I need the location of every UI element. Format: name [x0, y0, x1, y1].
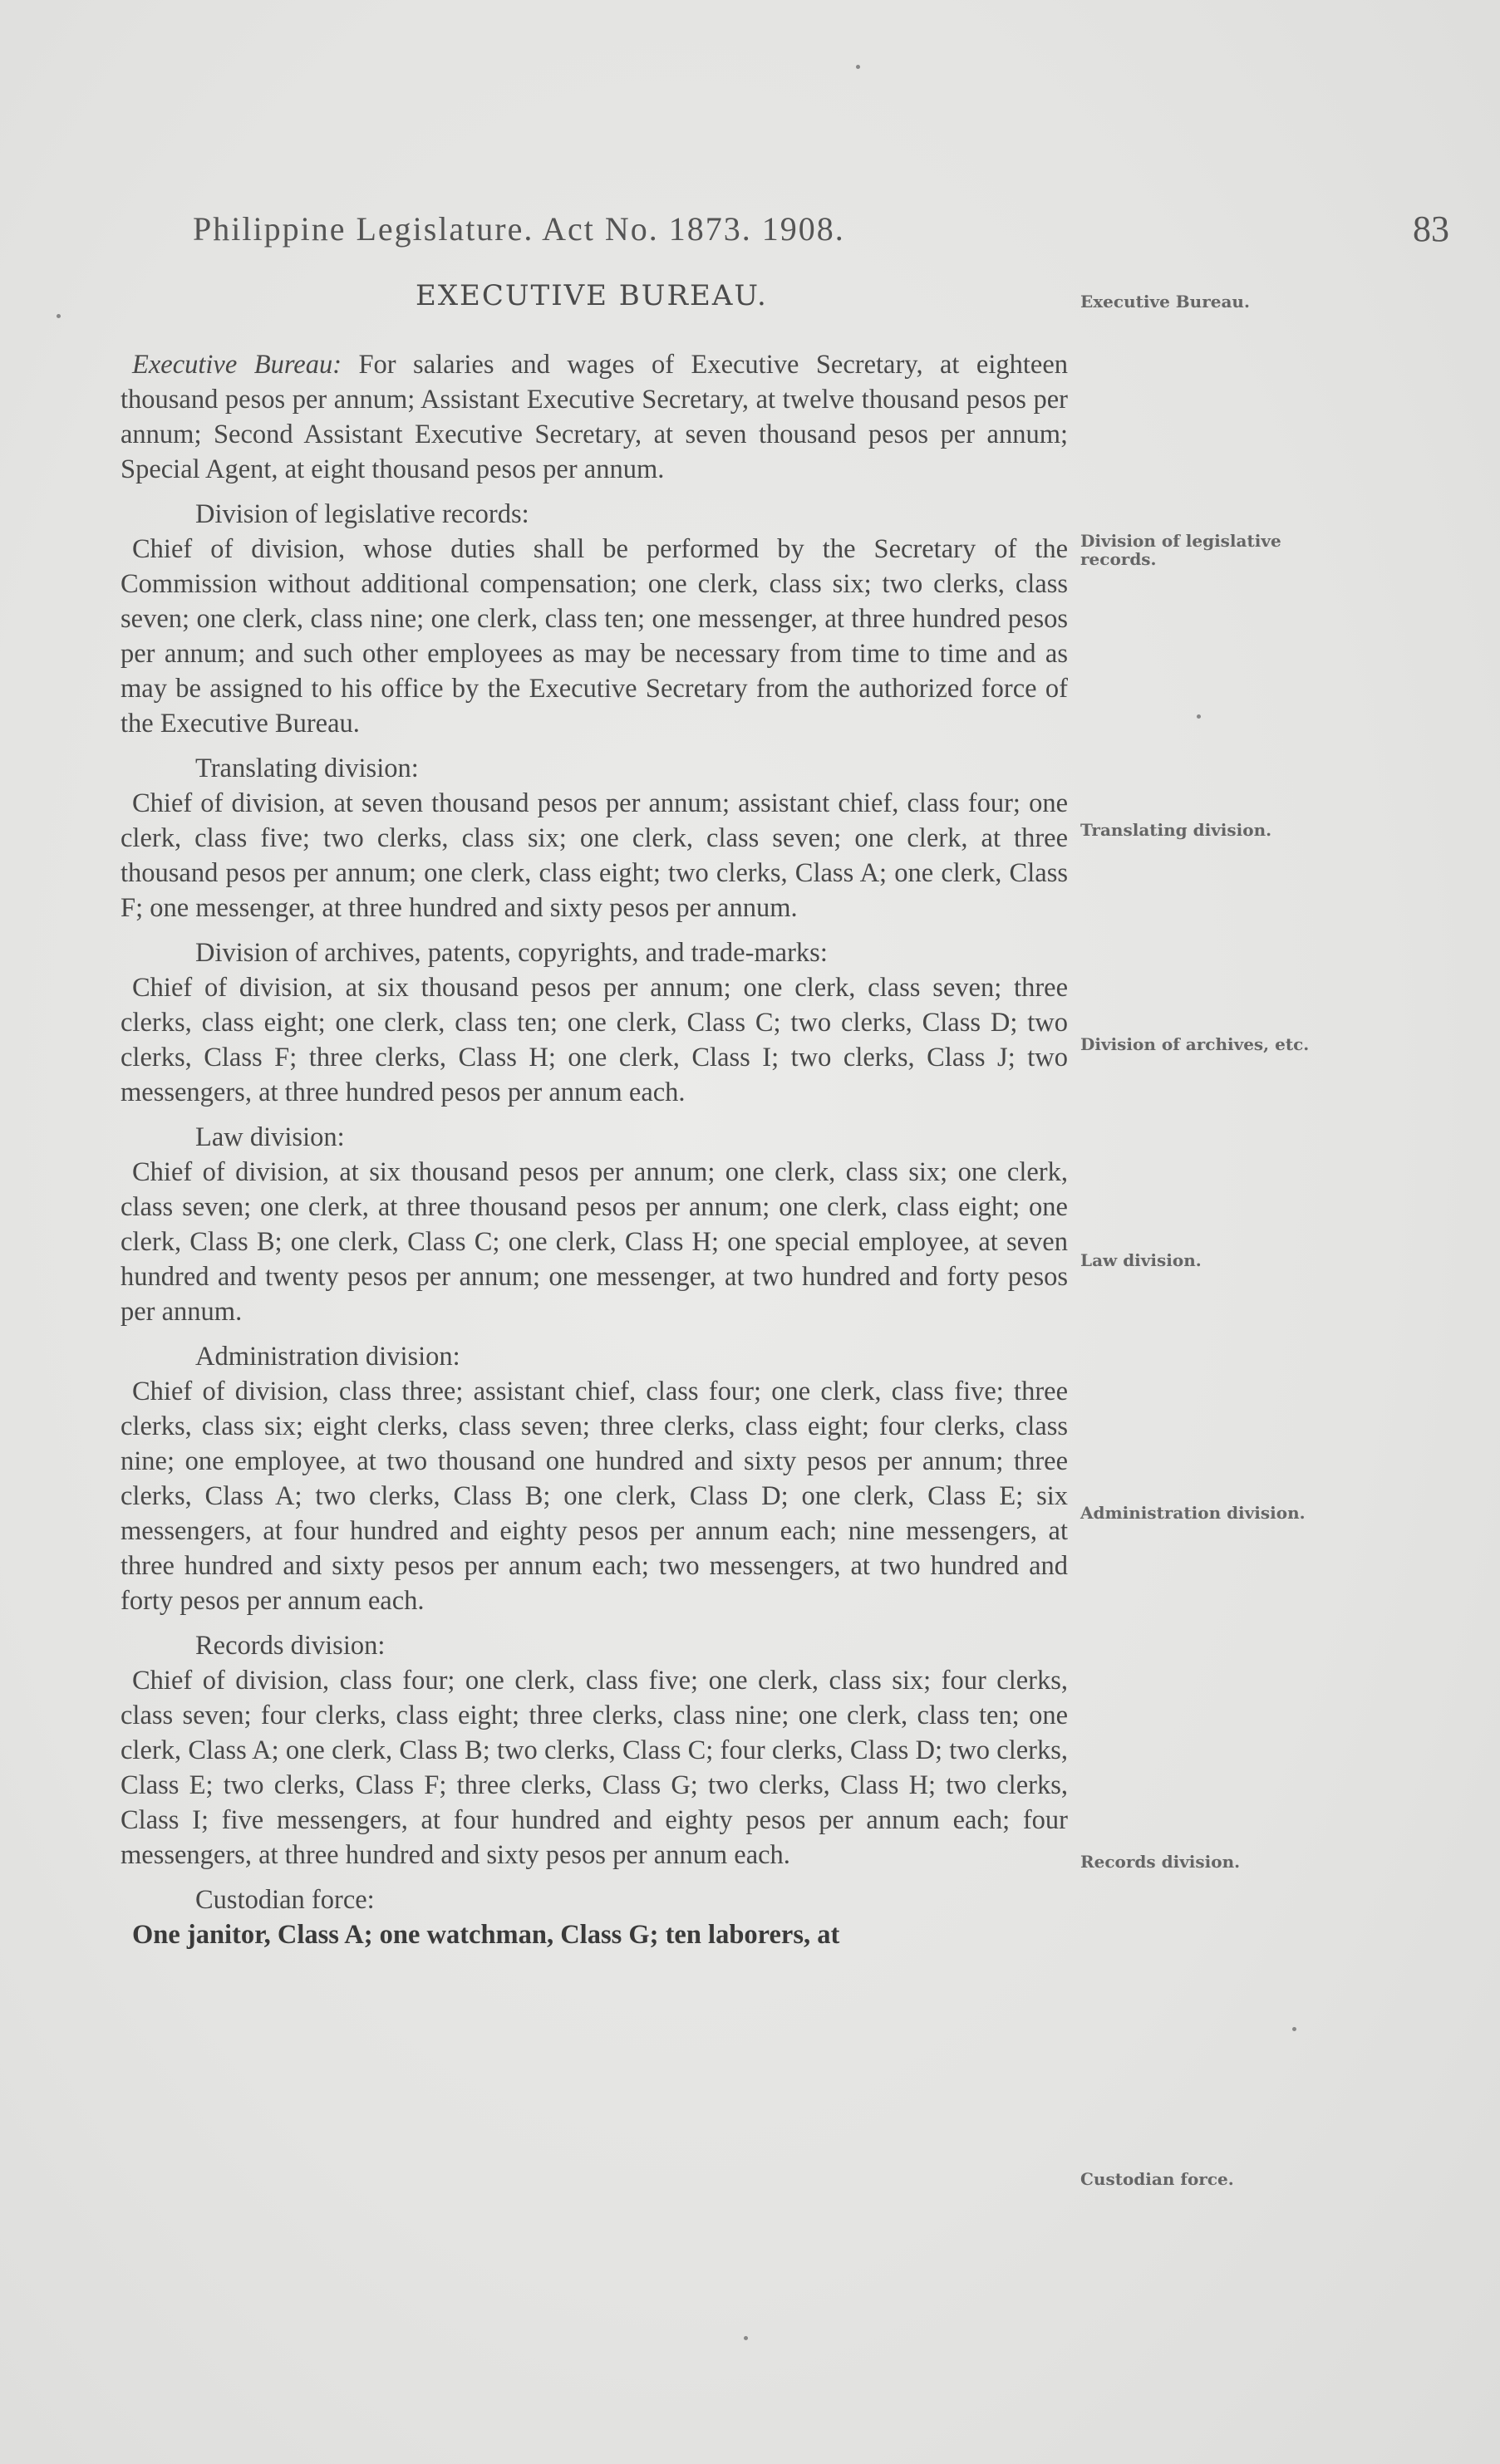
margin-note-legislative: Division of legislative records.	[1080, 531, 1281, 569]
custodian-heading: Custodian force:	[195, 1885, 375, 1915]
margin-note-administration: Administration division.	[1080, 1503, 1306, 1523]
administration-heading: Administration division:	[195, 1342, 460, 1372]
administration-text: Chief of division, class three; assistant chief, class four; one clerk, class five; three clerks, class six; eight clerks, class seven; three clerks, class eight; four clerks, class nine; one employee, at two thousand one hundred and sixty pesos per annum; three clerks, Class A; two clerks, Class B; one clerk, Class D; one clerk, Class E; six messengers, at four hundred and eighty pesos per annum each; nine messengers, at three hundred and sixty pesos per annum each; two messengers, at two hundred and forty pesos per annum each.	[120, 1377, 1068, 1616]
legislative-heading: Division of legislative records:	[195, 499, 529, 529]
speck-mark	[856, 65, 860, 69]
margin-note-records: Records division.	[1080, 1852, 1241, 1872]
intro-paragraph	[120, 347, 1068, 487]
custodian-text: One janitor, Class A; one watchman, Class G; ten laborers, at	[132, 1920, 840, 1950]
speck-mark	[744, 2336, 748, 2340]
margin-note-law: Law division.	[1080, 1250, 1202, 1270]
law-text: Chief of division, at six thousand pesos per annum; one clerk, class six; one clerk, class seven; one clerk, at three thousand pesos per annum; one clerk, class eight; one clerk, Class B; one clerk, Class C; one clerk, Class H; one special employee, at seven hundred and twenty pesos per annum; one messenger, at two hundred and forty pesos per annum.	[120, 1157, 1068, 1327]
margin-note-executive: Executive Bureau.	[1080, 292, 1250, 312]
law-heading: Law division:	[195, 1122, 345, 1152]
speck-mark	[57, 314, 61, 318]
speck-mark	[1292, 2027, 1296, 2031]
margin-note-archives: Division of archives, etc.	[1080, 1034, 1310, 1054]
archives-heading: Division of archives, patents, copyrights, and trade-marks:	[195, 938, 828, 968]
section-title: EXECUTIVE BUREAU.	[416, 279, 768, 312]
translating-heading: Translating division:	[195, 753, 419, 783]
records-text: Chief of division, class four; one clerk, class five; one clerk, class six; four clerks, class seven; four clerks, class eight; three clerks, class nine; one clerk, class ten; one clerk, Class A; one clerk, Class B; two clerks, Class C; four clerks, Class D; two clerks, Class E; two clerks, Class F; three clerks, Class G; two clerks, Class H; two clerks, Class I; five messengers, at four hundred and eighty pesos per annum each; four messengers, at three hundred and sixty pesos per annum each.	[120, 1666, 1068, 1870]
translating-text: Chief of division, at seven thousand pesos per annum; assistant chief, class four; one clerk, class five; two clerks, class six; one clerk, class seven; one clerk, at three thousand pesos per annum; one clerk, class eight; two clerks, Class A; one clerk, Class F; one messenger, at three hundred and sixty pesos per annum.	[120, 788, 1068, 923]
body-text	[120, 347, 1068, 1952]
margin-note-custodian: Custodian force.	[1080, 2169, 1234, 2189]
legislative-text: Chief of division, whose duties shall be performed by the Secretary of the Commission without additional compensation; one clerk, class six; two clerks, class seven; one clerk, class nine; one clerk, class ten; one messenger, at three hundred pesos per annum; and such other employees as may be necessary from time to time and as may be assigned to his office by the Executive Secretary from the authorized force of the Executive Bureau.	[120, 534, 1068, 739]
margin-note-translating: Translating division.	[1080, 820, 1272, 840]
records-heading: Records division:	[195, 1631, 386, 1661]
intro-text: For salaries and wages of Executive Secretary, at eighteen thousand pesos per annum; Assistant Executive Secretary, at twelve thousand pesos per annum; Second Assistant Executive Secretary, at seven thousand pesos per annum; Special Agent, at eight thousand pesos per annum.	[120, 350, 1068, 484]
page-number: 83	[1413, 209, 1449, 249]
speck-mark	[1197, 714, 1201, 719]
archives-text: Chief of division, at six thousand pesos per annum; one clerk, class seven; three clerks, class eight; one clerk, class ten; one clerk, Class C; two clerks, Class D; two clerks, Class F; three clerks, Class H; one clerk, Class I; two clerks, Class J; two messengers, at three hundred pesos per annum each.	[120, 973, 1068, 1107]
running-header: Philippine Legislature. Act No. 1873. 1908.	[193, 210, 845, 248]
intro-label: Executive Bureau:	[132, 350, 342, 380]
